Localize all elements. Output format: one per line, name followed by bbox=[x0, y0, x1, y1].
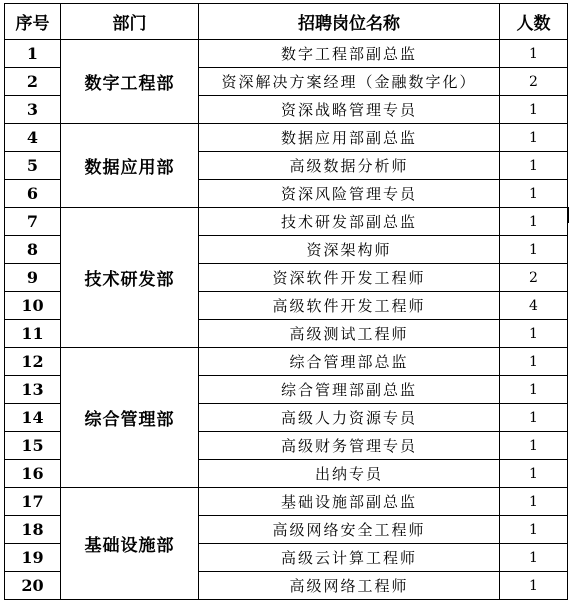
row-serial-number: 9 bbox=[5, 264, 61, 292]
table-body bbox=[5, 40, 568, 600]
row-headcount: 4 bbox=[500, 292, 568, 320]
row-headcount: 1 bbox=[500, 320, 568, 348]
row-position-name: 出纳专员 bbox=[199, 460, 500, 488]
header-row bbox=[5, 4, 568, 40]
table-row bbox=[5, 348, 568, 376]
header-department: 部门 bbox=[61, 4, 199, 40]
row-serial-number: 4 bbox=[5, 124, 61, 152]
row-department: 基础设施部 bbox=[61, 488, 199, 600]
row-position-name: 资深解决方案经理（金融数字化） bbox=[199, 68, 500, 96]
row-headcount: 1 bbox=[500, 348, 568, 376]
table-row bbox=[5, 124, 568, 152]
edge-mark bbox=[568, 207, 569, 223]
row-serial-number: 6 bbox=[5, 180, 61, 208]
row-position-name: 高级网络安全工程师 bbox=[199, 516, 500, 544]
table-header bbox=[5, 4, 568, 40]
row-headcount: 1 bbox=[500, 208, 568, 236]
row-headcount: 1 bbox=[500, 124, 568, 152]
row-headcount: 1 bbox=[500, 460, 568, 488]
row-department: 技术研发部 bbox=[61, 208, 199, 348]
row-headcount: 2 bbox=[500, 68, 568, 96]
row-headcount: 1 bbox=[500, 488, 568, 516]
row-headcount: 1 bbox=[500, 40, 568, 68]
row-serial-number: 15 bbox=[5, 432, 61, 460]
row-headcount: 1 bbox=[500, 572, 568, 600]
row-serial-number: 16 bbox=[5, 460, 61, 488]
header-serial-number: 序号 bbox=[5, 4, 61, 40]
row-serial-number: 3 bbox=[5, 96, 61, 124]
row-department: 数字工程部 bbox=[61, 40, 199, 124]
row-position-name: 综合管理部副总监 bbox=[199, 376, 500, 404]
row-position-name: 资深软件开发工程师 bbox=[199, 264, 500, 292]
row-serial-number: 17 bbox=[5, 488, 61, 516]
row-serial-number: 13 bbox=[5, 376, 61, 404]
row-serial-number: 19 bbox=[5, 544, 61, 572]
row-position-name: 资深风险管理专员 bbox=[199, 180, 500, 208]
recruitment-table-container bbox=[4, 3, 568, 600]
header-headcount: 人数 bbox=[500, 4, 568, 40]
row-position-name: 数据应用部副总监 bbox=[199, 124, 500, 152]
row-headcount: 1 bbox=[500, 516, 568, 544]
row-serial-number: 1 bbox=[5, 40, 61, 68]
header-position-name: 招聘岗位名称 bbox=[199, 4, 500, 40]
row-serial-number: 20 bbox=[5, 572, 61, 600]
row-serial-number: 14 bbox=[5, 404, 61, 432]
row-position-name: 高级软件开发工程师 bbox=[199, 292, 500, 320]
row-position-name: 基础设施部副总监 bbox=[199, 488, 500, 516]
row-headcount: 1 bbox=[500, 96, 568, 124]
row-department: 综合管理部 bbox=[61, 348, 199, 488]
row-serial-number: 18 bbox=[5, 516, 61, 544]
row-headcount: 1 bbox=[500, 432, 568, 460]
row-headcount: 1 bbox=[500, 236, 568, 264]
table-row bbox=[5, 208, 568, 236]
row-position-name: 高级财务管理专员 bbox=[199, 432, 500, 460]
row-serial-number: 5 bbox=[5, 152, 61, 180]
row-serial-number: 11 bbox=[5, 320, 61, 348]
row-position-name: 综合管理部总监 bbox=[199, 348, 500, 376]
row-serial-number: 8 bbox=[5, 236, 61, 264]
recruitment-table bbox=[4, 3, 568, 600]
row-headcount: 1 bbox=[500, 404, 568, 432]
table-row bbox=[5, 40, 568, 68]
row-serial-number: 2 bbox=[5, 68, 61, 96]
row-position-name: 资深架构师 bbox=[199, 236, 500, 264]
row-headcount: 2 bbox=[500, 264, 568, 292]
table-row bbox=[5, 488, 568, 516]
row-position-name: 高级云计算工程师 bbox=[199, 544, 500, 572]
row-headcount: 1 bbox=[500, 152, 568, 180]
row-position-name: 技术研发部副总监 bbox=[199, 208, 500, 236]
row-headcount: 1 bbox=[500, 376, 568, 404]
row-position-name: 高级人力资源专员 bbox=[199, 404, 500, 432]
row-position-name: 资深战略管理专员 bbox=[199, 96, 500, 124]
row-headcount: 1 bbox=[500, 180, 568, 208]
row-position-name: 高级数据分析师 bbox=[199, 152, 500, 180]
row-position-name: 高级测试工程师 bbox=[199, 320, 500, 348]
row-serial-number: 12 bbox=[5, 348, 61, 376]
row-headcount: 1 bbox=[500, 544, 568, 572]
row-department: 数据应用部 bbox=[61, 124, 199, 208]
row-serial-number: 10 bbox=[5, 292, 61, 320]
row-serial-number: 7 bbox=[5, 208, 61, 236]
row-position-name: 数字工程部副总监 bbox=[199, 40, 500, 68]
row-position-name: 高级网络工程师 bbox=[199, 572, 500, 600]
